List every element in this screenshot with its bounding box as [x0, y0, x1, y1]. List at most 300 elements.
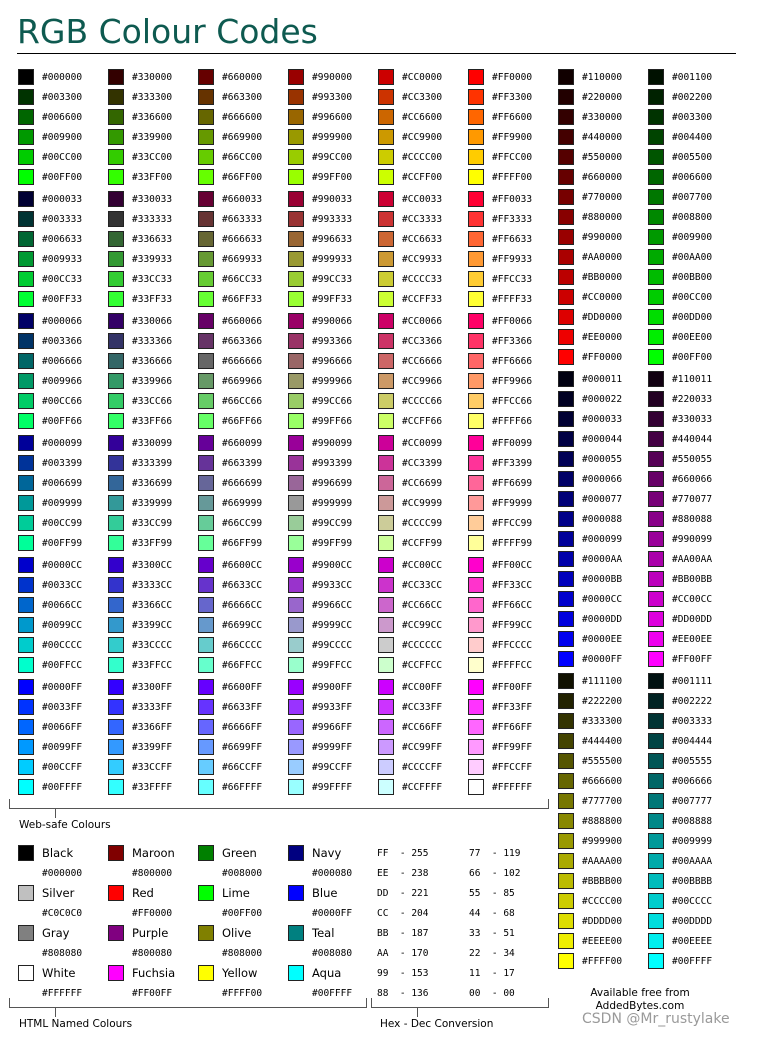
hex-code: #0000DD: [582, 614, 623, 625]
hex-code: #444400: [582, 736, 623, 747]
colour-swatch: [468, 191, 484, 207]
named-colour-name: Gray: [42, 926, 70, 940]
colour-swatch: [558, 953, 574, 969]
hex-code: #330000: [582, 112, 623, 123]
colour-swatch: [558, 349, 574, 365]
colour-swatch: [288, 535, 304, 551]
named-colour-hex: #0000FF: [312, 908, 353, 919]
colour-swatch: [648, 229, 664, 245]
colour-swatch: [288, 515, 304, 531]
named-colour-name: Green: [222, 846, 257, 860]
hex-code: #33CCCC: [132, 640, 173, 651]
named-colour-swatch: [18, 845, 34, 861]
colour-swatch: [378, 657, 394, 673]
colour-swatch: [378, 129, 394, 145]
colour-swatch: [648, 551, 664, 567]
hex-code: #660000: [582, 172, 623, 183]
hex-code: #FF3366: [492, 336, 533, 347]
hex-dec-entry: 88 - 136: [377, 988, 429, 999]
colour-swatch: [288, 333, 304, 349]
hex-code: #CCCC33: [402, 274, 443, 285]
colour-swatch: [378, 495, 394, 511]
colour-swatch: [378, 759, 394, 775]
hex-code: #000066: [582, 474, 623, 485]
hex-code: #00CC00: [672, 292, 713, 303]
hex-code: #660000: [222, 72, 263, 83]
colour-swatch: [558, 169, 574, 185]
hex-code: #FF66CC: [492, 600, 533, 611]
colour-swatch: [198, 577, 214, 593]
hex-code: #FF6699: [492, 478, 533, 489]
hex-code: #FFCC66: [492, 396, 533, 407]
colour-swatch: [18, 353, 34, 369]
hex-code: #002222: [672, 696, 713, 707]
colour-swatch: [648, 873, 664, 889]
hex-code: #3300CC: [132, 560, 173, 571]
colour-swatch: [468, 353, 484, 369]
hex-code: #007777: [672, 796, 713, 807]
page-title: RGB Colour Codes: [17, 12, 318, 51]
named-colour-swatch: [198, 965, 214, 981]
hex-dec-entry: AA - 170: [377, 948, 429, 959]
colour-swatch: [648, 853, 664, 869]
colour-swatch: [198, 557, 214, 573]
colour-swatch: [108, 739, 124, 755]
colour-swatch: [558, 773, 574, 789]
colour-swatch: [378, 455, 394, 471]
colour-swatch: [468, 69, 484, 85]
title-divider: [17, 53, 736, 54]
hex-code: #999966: [312, 376, 353, 387]
websafe-bracket: [9, 799, 549, 809]
colour-swatch: [378, 597, 394, 613]
colour-swatch: [558, 673, 574, 689]
hex-code: #00AAAA: [672, 856, 713, 867]
colour-swatch: [468, 719, 484, 735]
colour-swatch: [108, 169, 124, 185]
hex-code: #990099: [672, 534, 713, 545]
colour-swatch: [288, 739, 304, 755]
hex-code: #008800: [672, 212, 713, 223]
hex-code: #993366: [312, 336, 353, 347]
hex-code: #FF9933: [492, 254, 533, 265]
colour-swatch: [108, 535, 124, 551]
colour-swatch: [558, 651, 574, 667]
colour-swatch: [108, 393, 124, 409]
named-colour-swatch: [108, 885, 124, 901]
colour-swatch: [378, 739, 394, 755]
colour-swatch: [108, 109, 124, 125]
colour-swatch: [468, 373, 484, 389]
colour-swatch: [558, 371, 574, 387]
hex-code: #00BBBB: [672, 876, 713, 887]
hex-code: #FF00FF: [672, 654, 713, 665]
hex-code: #00EE00: [672, 332, 713, 343]
colour-swatch: [558, 289, 574, 305]
hex-code: #000077: [582, 494, 623, 505]
hex-code: #669933: [222, 254, 263, 265]
hex-code: #006666: [672, 776, 713, 787]
colour-swatch: [378, 149, 394, 165]
colour-swatch: [468, 617, 484, 633]
hex-code: #33FFCC: [132, 660, 173, 671]
hex-code: #00FFCC: [42, 660, 83, 671]
hex-code: #CCFFCC: [402, 660, 443, 671]
colour-swatch: [108, 211, 124, 227]
hex-code: #00CCCC: [42, 640, 83, 651]
hex-code: #FF3399: [492, 458, 533, 469]
named-colour-swatch: [198, 885, 214, 901]
hex-code: #0066CC: [42, 600, 83, 611]
colour-swatch: [198, 779, 214, 795]
colour-swatch: [288, 637, 304, 653]
colour-swatch: [108, 313, 124, 329]
colour-swatch: [288, 231, 304, 247]
colour-swatch: [288, 109, 304, 125]
colour-swatch: [468, 251, 484, 267]
hex-code: #FFFF00: [582, 956, 623, 967]
watermark: CSDN @Mr_rustylake: [582, 1011, 730, 1027]
colour-swatch: [288, 617, 304, 633]
hex-code: #003300: [672, 112, 713, 123]
colour-swatch: [468, 657, 484, 673]
hex-dec-entry: EE - 238: [377, 868, 429, 879]
hex-code: #666633: [222, 234, 263, 245]
colour-swatch: [648, 813, 664, 829]
colour-swatch: [108, 759, 124, 775]
hex-code: #990099: [312, 438, 353, 449]
hex-code: #BB0000: [582, 272, 623, 283]
hex-code: #00FF00: [672, 352, 713, 363]
hex-code: #99CC66: [312, 396, 353, 407]
hex-code: #00FFFF: [42, 782, 83, 793]
hex-code: #0000FF: [582, 654, 623, 665]
hex-code: #6699FF: [222, 742, 263, 753]
colour-swatch: [198, 231, 214, 247]
named-colour-swatch: [198, 925, 214, 941]
hex-code: #663300: [222, 92, 263, 103]
named-colour-name: Blue: [312, 886, 338, 900]
hex-dec-entry: 99 - 153: [377, 968, 429, 979]
named-colour-swatch: [288, 925, 304, 941]
hex-code: #0033FF: [42, 702, 83, 713]
colour-swatch: [648, 893, 664, 909]
hex-code: #000055: [582, 454, 623, 465]
named-colour-name: Red: [132, 886, 154, 900]
colour-swatch: [468, 333, 484, 349]
hex-code: #FFFF99: [492, 538, 533, 549]
hex-code: #336600: [132, 112, 173, 123]
hex-code: #3399FF: [132, 742, 173, 753]
hex-code: #CC00FF: [402, 682, 443, 693]
websafe-caption: Web-safe Colours: [19, 819, 111, 831]
colour-swatch: [18, 535, 34, 551]
hex-code: #FF00CC: [492, 560, 533, 571]
colour-swatch: [648, 773, 664, 789]
colour-swatch: [468, 109, 484, 125]
colour-swatch: [288, 251, 304, 267]
colour-swatch: [558, 853, 574, 869]
colour-swatch: [288, 291, 304, 307]
hex-code: #330066: [132, 316, 173, 327]
hex-code: #FF9966: [492, 376, 533, 387]
colour-swatch: [108, 557, 124, 573]
hex-code: #005500: [672, 152, 713, 163]
hex-code: #FFFF33: [492, 294, 533, 305]
hex-code: #66FF33: [222, 294, 263, 305]
colour-swatch: [378, 515, 394, 531]
hex-code: #6633CC: [222, 580, 263, 591]
colour-swatch: [558, 511, 574, 527]
named-colour-hex: #008080: [312, 948, 353, 959]
hex-code: #333399: [132, 458, 173, 469]
colour-swatch: [558, 89, 574, 105]
colour-swatch: [198, 313, 214, 329]
colour-swatch: [18, 557, 34, 573]
hexdec-caption: Hex - Dec Conversion: [380, 1018, 494, 1030]
colour-swatch: [198, 291, 214, 307]
hex-code: #222200: [582, 696, 623, 707]
hex-code: #006600: [42, 112, 83, 123]
hex-code: #FF6633: [492, 234, 533, 245]
hex-code: #990000: [312, 72, 353, 83]
colour-swatch: [18, 291, 34, 307]
hex-code: #99FF99: [312, 538, 353, 549]
colour-swatch: [648, 933, 664, 949]
named-colour-swatch: [108, 965, 124, 981]
named-colour-name: Yellow: [222, 966, 258, 980]
colour-swatch: [198, 657, 214, 673]
hex-code: #CCCCCC: [402, 640, 443, 651]
hex-code: #66CCCC: [222, 640, 263, 651]
hex-code: #00CC33: [42, 274, 83, 285]
hex-code: #6666CC: [222, 600, 263, 611]
colour-swatch: [108, 333, 124, 349]
hex-code: #BBBB00: [582, 876, 623, 887]
colour-swatch: [18, 129, 34, 145]
hex-code: #FF9999: [492, 498, 533, 509]
hex-code: #333366: [132, 336, 173, 347]
colour-swatch: [288, 413, 304, 429]
hex-code: #CCFF00: [402, 172, 443, 183]
hex-code: #993300: [312, 92, 353, 103]
colour-swatch: [558, 733, 574, 749]
colour-swatch: [558, 431, 574, 447]
colour-swatch: [108, 191, 124, 207]
colour-swatch: [468, 149, 484, 165]
hex-code: #002200: [672, 92, 713, 103]
hex-code: #FF0099: [492, 438, 533, 449]
colour-swatch: [558, 309, 574, 325]
colour-swatch: [108, 435, 124, 451]
hex-code: #00BB00: [672, 272, 713, 283]
named-colour-swatch: [288, 845, 304, 861]
colour-swatch: [558, 713, 574, 729]
colour-swatch: [18, 251, 34, 267]
hex-code: #009900: [672, 232, 713, 243]
hex-code: #004444: [672, 736, 713, 747]
colour-swatch: [288, 69, 304, 85]
hex-code: #FFFF00: [492, 172, 533, 183]
colour-swatch: [18, 313, 34, 329]
hex-code: #99CC99: [312, 518, 353, 529]
colour-swatch: [378, 191, 394, 207]
colour-swatch: [558, 813, 574, 829]
hex-code: #666600: [582, 776, 623, 787]
hex-dec-entry: DD - 221: [377, 888, 429, 899]
hex-code: #9999CC: [312, 620, 353, 631]
hex-code: #330033: [672, 414, 713, 425]
colour-swatch: [18, 495, 34, 511]
colour-swatch: [468, 231, 484, 247]
hex-code: #0000FF: [42, 682, 83, 693]
colour-swatch: [108, 597, 124, 613]
hex-code: #FFFFFF: [492, 782, 533, 793]
colour-swatch: [648, 631, 664, 647]
hex-code: #440000: [582, 132, 623, 143]
colour-swatch: [468, 637, 484, 653]
colour-swatch: [378, 535, 394, 551]
colour-swatch: [198, 475, 214, 491]
hex-code: #66FF00: [222, 172, 263, 183]
colour-swatch: [198, 455, 214, 471]
colour-swatch: [18, 169, 34, 185]
colour-swatch: [18, 393, 34, 409]
named-colour-hex: #800080: [132, 948, 173, 959]
hex-code: #CCFFFF: [402, 782, 443, 793]
colour-swatch: [378, 557, 394, 573]
named-colour-name: White: [42, 966, 76, 980]
colour-swatch: [108, 617, 124, 633]
hex-code: #669966: [222, 376, 263, 387]
colour-swatch: [648, 953, 664, 969]
hex-code: #009933: [42, 254, 83, 265]
hex-code: #CCCC00: [402, 152, 443, 163]
colour-swatch: [378, 169, 394, 185]
colour-swatch: [288, 149, 304, 165]
hex-code: #FF0000: [582, 352, 623, 363]
hex-code: #888800: [582, 816, 623, 827]
hex-code: #FFFFCC: [492, 660, 533, 671]
colour-swatch: [468, 495, 484, 511]
hex-code: #3366CC: [132, 600, 173, 611]
hex-code: #EEEE00: [582, 936, 623, 947]
colour-swatch: [18, 617, 34, 633]
colour-swatch: [378, 719, 394, 735]
colour-swatch: [288, 435, 304, 451]
hex-code: #993333: [312, 214, 353, 225]
colour-swatch: [378, 109, 394, 125]
hex-code: #3333FF: [132, 702, 173, 713]
hex-code: #FF0066: [492, 316, 533, 327]
colour-swatch: [558, 571, 574, 587]
hex-code: #00CC66: [42, 396, 83, 407]
named-colour-hex: #808000: [222, 948, 263, 959]
colour-swatch: [378, 393, 394, 409]
colour-swatch: [288, 759, 304, 775]
hex-code: #99CC00: [312, 152, 353, 163]
hex-code: #336633: [132, 234, 173, 245]
named-colour-name: Lime: [222, 886, 250, 900]
colour-swatch: [648, 391, 664, 407]
colour-swatch: [648, 349, 664, 365]
hex-code: #66CC33: [222, 274, 263, 285]
named-colour-name: Navy: [312, 846, 342, 860]
hex-code: #CC66CC: [402, 600, 443, 611]
colour-swatch: [288, 169, 304, 185]
hex-code: #000099: [42, 438, 83, 449]
colour-swatch: [198, 617, 214, 633]
hex-code: #0000AA: [582, 554, 623, 565]
hex-code: #00AA00: [672, 252, 713, 263]
hex-code: #AA00AA: [672, 554, 713, 565]
hex-code: #330000: [132, 72, 173, 83]
colour-swatch: [198, 495, 214, 511]
colour-swatch: [648, 289, 664, 305]
hex-code: #CCCC99: [402, 518, 443, 529]
colour-swatch: [648, 693, 664, 709]
colour-swatch: [198, 211, 214, 227]
hex-code: #CC99CC: [402, 620, 443, 631]
colour-swatch: [108, 89, 124, 105]
named-bracket: [9, 998, 367, 1008]
colour-swatch: [18, 271, 34, 287]
colour-swatch: [558, 329, 574, 345]
hex-code: #009999: [42, 498, 83, 509]
colour-swatch: [648, 753, 664, 769]
hex-code: #33FF00: [132, 172, 173, 183]
colour-swatch: [288, 679, 304, 695]
colour-swatch: [378, 637, 394, 653]
named-colour-hex: #000080: [312, 868, 353, 879]
colour-swatch: [558, 209, 574, 225]
hex-code: #AA0000: [582, 252, 623, 263]
colour-swatch: [288, 455, 304, 471]
colour-swatch: [468, 271, 484, 287]
hex-code: #66CC00: [222, 152, 263, 163]
colour-swatch: [198, 679, 214, 695]
hex-code: #66FFCC: [222, 660, 263, 671]
colour-swatch: [468, 699, 484, 715]
named-colour-name: Fuchsia: [132, 966, 176, 980]
hex-code: #333300: [132, 92, 173, 103]
hex-code: #BB00BB: [672, 574, 713, 585]
colour-swatch: [378, 69, 394, 85]
hex-code: #CC6666: [402, 356, 443, 367]
colour-swatch: [378, 435, 394, 451]
hex-code: #330099: [132, 438, 173, 449]
hex-code: #663366: [222, 336, 263, 347]
hex-code: #EE00EE: [672, 634, 713, 645]
hex-code: #777700: [582, 796, 623, 807]
colour-swatch: [468, 211, 484, 227]
colour-swatch: [288, 495, 304, 511]
hex-code: #000066: [42, 316, 83, 327]
hex-code: #000000: [42, 72, 83, 83]
named-colour-swatch: [288, 885, 304, 901]
hex-code: #CC0000: [582, 292, 623, 303]
colour-swatch: [18, 455, 34, 471]
named-colour-name: Purple: [132, 926, 169, 940]
colour-swatch: [288, 191, 304, 207]
colour-swatch: [648, 673, 664, 689]
colour-swatch: [558, 229, 574, 245]
colour-swatch: [18, 69, 34, 85]
hex-code: #990033: [312, 194, 353, 205]
colour-swatch: [198, 535, 214, 551]
colour-swatch: [198, 413, 214, 429]
hex-code: #66CC66: [222, 396, 263, 407]
